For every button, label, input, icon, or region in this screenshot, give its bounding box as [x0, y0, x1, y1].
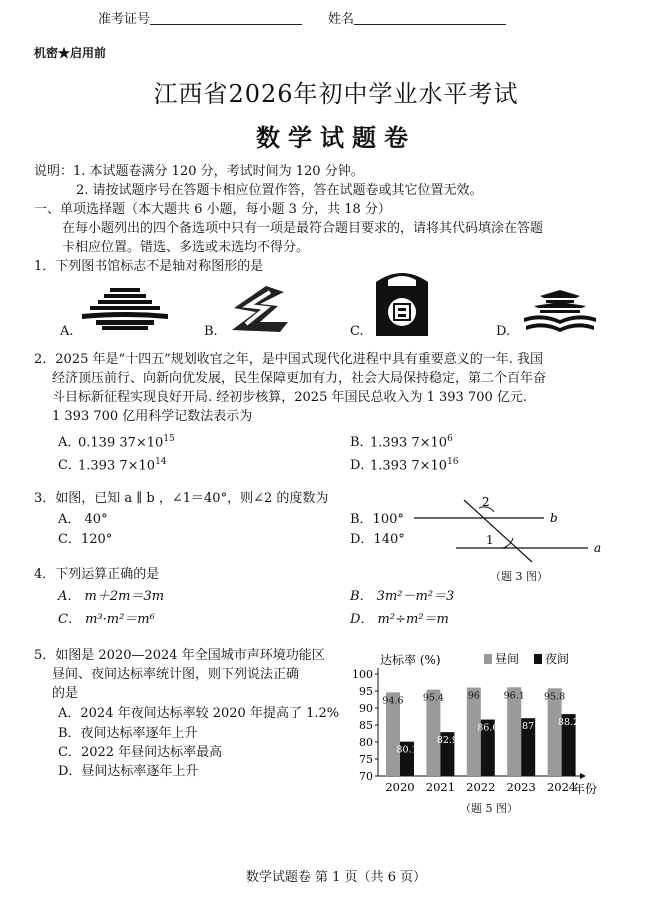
legend-swatch-night [534, 654, 542, 664]
q3-figure [410, 494, 610, 568]
q5-option-d[interactable]: D．昼间达标率逐年上升 [58, 764, 199, 779]
q2-line3: 斗目标新征程实现良好开局. 经初步核算，2025 年国民总收入为 1 393 700 亿元. [52, 390, 528, 405]
name-field: 姓名 [328, 10, 506, 29]
angle-1-label: 1 [486, 533, 494, 547]
q2-line1: 2．2025 年是“十四五”规划收官之年，是中国式现代化进程中具有重要意义的一年. 我国 [34, 352, 544, 367]
y-tick-label: 70 [359, 770, 373, 783]
exam-number-field: 准考证号 [98, 10, 302, 29]
q3-stem: 3．如图，已知 a ∥ b ，∠1＝40°，则∠2 的度数为 [34, 491, 329, 506]
q1-option-b-label: B. [204, 324, 218, 339]
q4-option-b[interactable]: B． 3m²－m²＝3 [350, 589, 455, 604]
library-logo-d-icon [520, 288, 600, 336]
legend-label-night: 夜间 [545, 652, 570, 666]
q3-option-b[interactable]: B．100° [350, 512, 404, 527]
q3-option-d[interactable]: D．140° [350, 532, 405, 547]
q1-stem: 1．下列图书馆标志不是轴对称图形的是 [34, 259, 264, 274]
line-a-label: a [594, 541, 602, 555]
name-blank[interactable] [354, 10, 506, 25]
legend-label-day: 昼间 [495, 652, 520, 666]
y-tick-label: 85 [359, 719, 373, 732]
q4-option-d[interactable]: D． m²÷m²＝m [350, 612, 449, 627]
q2-option-c[interactable]: C．1.393 $7\times 10^{14}$ [58, 457, 167, 474]
chart-xlabel: 年份 [573, 782, 598, 796]
q1-option-a-logo[interactable] [80, 286, 170, 336]
bar-value-label: 94.6 [382, 695, 404, 707]
x-tick-label: 2022 [466, 780, 496, 794]
legend-swatch-day [484, 654, 492, 664]
bar-value-label: 95.8 [544, 691, 566, 703]
exam-title: 江西省2026年初中学业水平考试 [153, 80, 519, 108]
q5-caption: （题 5 图） [460, 802, 518, 815]
chart-x-axis-arrow [580, 773, 586, 779]
bar-value-label: 96 [467, 690, 480, 702]
q5-line3: 的是 [52, 686, 79, 701]
section1-desc-line1: 在每小题列出的四个备选项中只有一项是最符合题目要求的，请将其代码填涂在答题 [62, 221, 544, 236]
q1-option-c-label: C. [350, 324, 364, 339]
y-tick-label: 100 [352, 668, 373, 681]
library-logo-a-icon [80, 286, 170, 332]
angle-2-label: 2 [482, 495, 490, 509]
bar-value-label: 96.1 [503, 690, 525, 702]
q2-option-b[interactable]: B．1.393 $7\times 10^6$ [350, 434, 453, 451]
q5-line1: 5．如图是 2020—2024 年全国城市声环境功能区 [34, 648, 325, 663]
q5-option-a[interactable]: A．2024 年夜间达标率较 2020 年提高了 1.2% [58, 706, 340, 721]
section1-heading: 一、单项选择题（本大题共 6 小题，每小题 3 分，共 18 分） [34, 202, 391, 217]
bar-value-label: 95.4 [422, 692, 444, 704]
q1-option-c-logo[interactable] [372, 268, 432, 344]
parallel-lines-diagram [410, 494, 610, 564]
q4-stem: 4．下列运算正确的是 [34, 567, 160, 582]
q5-chart [344, 646, 614, 800]
bar-value-label: 80.1 [396, 744, 418, 756]
line-b-label: b [550, 511, 558, 525]
q2-option-a[interactable]: A．0.139 $37\times 10^{15}$ [58, 434, 175, 451]
section1-desc-line2: 卡相应位置。错选、多选或未选均不得分。 [62, 240, 310, 255]
q5-option-c[interactable]: C．2022 年昼间达标率最高 [58, 745, 223, 760]
q1-option-b-logo[interactable] [226, 282, 296, 342]
q2-option-d[interactable]: D．1.393 $7\times 10^{16}$ [350, 457, 459, 474]
q1-option-a-label: A. [60, 324, 74, 339]
exam-number-blank[interactable] [150, 10, 302, 25]
q5-line2: 昼间、夜间达标率统计图，则下列说法正确 [52, 667, 300, 682]
instructions-line2: 2. 请按试题序号在答题卡相应位置作答，答在试题卷或其它位置无效。 [76, 183, 483, 198]
x-tick-label: 2024 [546, 780, 577, 794]
q5-option-b[interactable]: B．夜间达标率逐年上升 [58, 726, 198, 741]
q4-option-c[interactable]: C． m³·m²＝m⁶ [58, 612, 155, 627]
instructions-line1: 说明：1. 本试题卷满分 120 分，考试时间为 120 分钟。 [34, 164, 364, 179]
x-tick-label: 2020 [385, 780, 415, 794]
exam-subtitle: 数学试题卷 [256, 123, 416, 152]
transversal [464, 500, 532, 562]
x-tick-label: 2023 [506, 780, 536, 794]
y-tick-label: 90 [359, 702, 373, 715]
y-tick-label: 75 [359, 753, 373, 766]
q4-option-a[interactable]: A． m＋2m＝3m [58, 589, 165, 604]
q1-option-d-label: D. [496, 324, 511, 339]
bar-value-label: 82.9 [436, 735, 458, 747]
q3-option-c[interactable]: C．120° [58, 532, 113, 547]
confidential-mark: 机密★启用前 [34, 46, 107, 60]
bar-value-label: 88.2 [558, 717, 580, 729]
bar-value-label: 87 [522, 721, 535, 733]
x-tick-label: 2021 [425, 780, 456, 794]
q2-line2: 经济顶压前行、向新向优发展，民生保障更加有力，社会大局保持稳定，第二个百年奋 [52, 371, 547, 386]
library-logo-b-icon [226, 282, 296, 338]
page-footer: 数学试题卷 第 1 页（共 6 页） [245, 870, 427, 885]
chart-ylabel: 达标率 (%) [380, 653, 441, 667]
noise-compliance-bar-chart [344, 646, 614, 796]
q1-option-d-logo[interactable] [520, 288, 600, 340]
q2-line4: 1 393 700 亿用科学记数法表示为 [52, 409, 253, 424]
bar-value-label: 86.6 [477, 722, 499, 734]
q3-caption: （题 3 图） [490, 570, 548, 583]
y-tick-label: 80 [359, 736, 373, 749]
library-logo-c-icon [372, 268, 432, 340]
q3-option-a[interactable]: A． 40° [58, 512, 108, 527]
y-tick-label: 95 [359, 685, 373, 698]
